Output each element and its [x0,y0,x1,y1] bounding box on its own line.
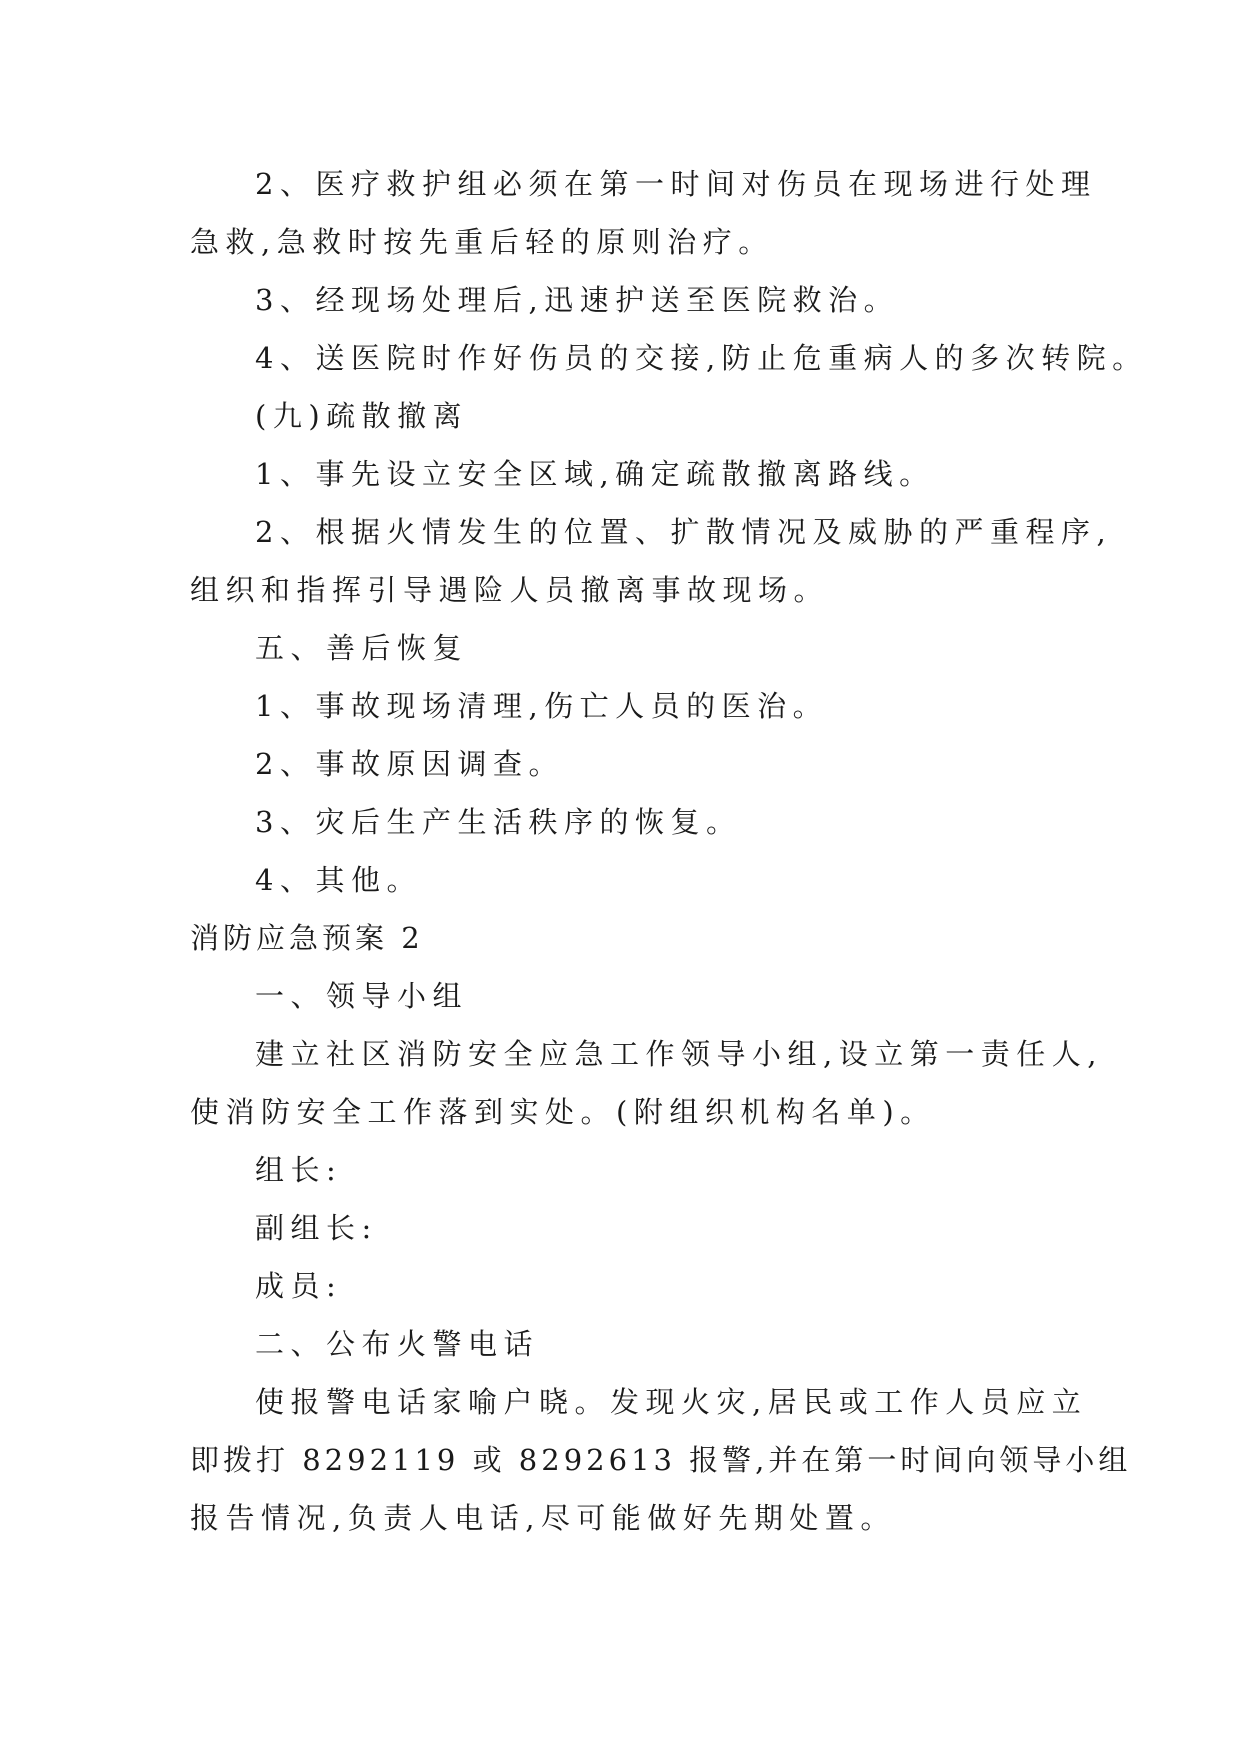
paragraph-line: 4、送医院时作好伤员的交接,防止危重病人的多次转院。 [255,341,1148,375]
paragraph-line: 3、经现场处理后,迅速护送至医院救治。 [255,283,900,317]
paragraph-line: 副组长: [255,1211,378,1245]
paragraph-line: 建立社区消防安全应急工作领导小组,设立第一责任人, [255,1037,1103,1071]
paragraph-line: 使报警电话家喻户晓。发现火灾,居民或工作人员应立 [255,1385,1088,1419]
paragraph-line: 1、事先设立安全区域,确定疏散撤离路线。 [255,457,935,491]
section-heading: 一、领导小组 [255,979,469,1013]
paragraph-line: 2、根据火情发生的位置、扩散情况及威胁的严重程序, [255,515,1113,549]
section-heading: 二、公布火警电话 [255,1327,540,1361]
paragraph-line: 4、其他。 [255,863,422,897]
paragraph-line: 2、事故原因调查。 [255,747,564,781]
paragraph-line: 报告情况,负责人电话,尽可能做好先期处置。 [190,1501,896,1535]
section-heading: (九)疏散撤离 [255,399,469,433]
document-title: 消防应急预案 2 [190,921,424,955]
paragraph-line: 即拨打 8292119 或 8292613 报警,并在第一时间向领导小组 [190,1443,1132,1477]
paragraph-line: 组长: [255,1153,343,1187]
paragraph-line: 2、医疗救护组必须在第一时间对伤员在现场进行处理 [255,167,1097,201]
paragraph-line: 组织和指挥引导遇险人员撤离事故现场。 [190,573,830,607]
section-heading: 五、善后恢复 [255,631,469,665]
paragraph-line: 1、事故现场清理,伤亡人员的医治。 [255,689,829,723]
paragraph-line: 3、灾后生产生活秩序的恢复。 [255,805,742,839]
paragraph-line: 使消防安全工作落到实处。(附组织机构名单)。 [190,1095,936,1129]
paragraph-line: 成员: [255,1269,343,1303]
paragraph-line: 急救,急救时按先重后轻的原则治疗。 [190,225,774,259]
